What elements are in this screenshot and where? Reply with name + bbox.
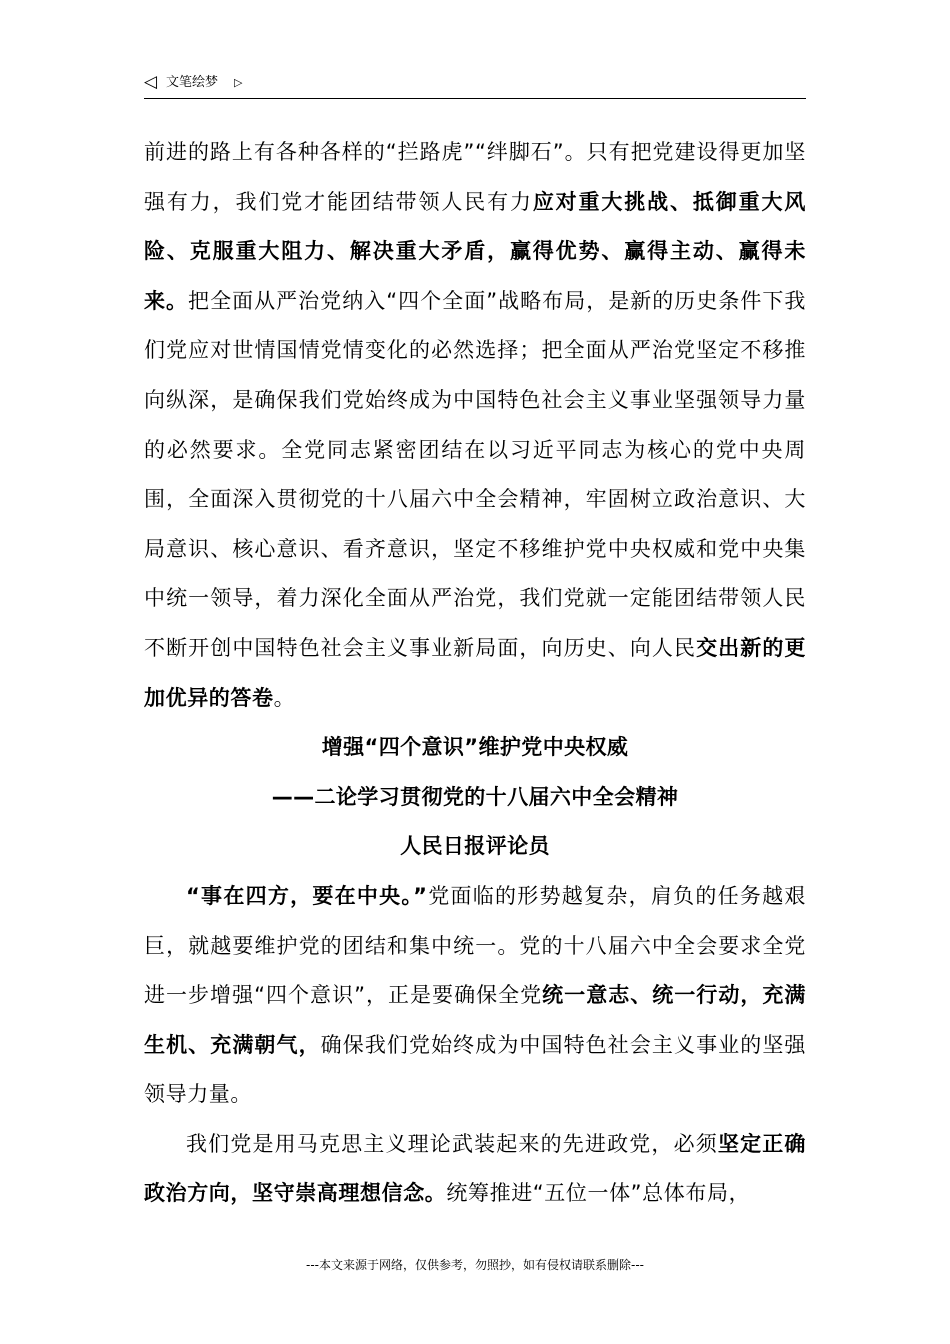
paragraph-2-text-1: 党面临的形势越复杂，肩负的任务越艰巨，就越要维护党的团结和集中统一。党的十八届六中全会要求全党进一步增强“四个意识”，正是要确保全党 (144, 883, 806, 1008)
paragraph-1 (144, 128, 806, 723)
page-footer: ---本文来源于网络，仅供参考，勿照抄，如有侵权请联系删除--- (306, 1258, 644, 1272)
article-subtitle: ——二论学习贯彻党的十八届六中全会精神 (271, 784, 679, 809)
paragraph-1-bold-1: 应对重大挑战、抵御重大风险、克服重大阻力、解决重大矛盾，赢得优势、赢得主动、赢得未来。 (144, 189, 806, 313)
paragraph-3-text-2: 统筹推进“五位一体”总体布局， (446, 1181, 751, 1206)
paragraph-2-bold-2: 统一意志、统一行动，充满生机、充满朝气， (144, 983, 806, 1057)
paragraph-3-text-1: 我们党是用马克思主义理论武装起来的先进政党，必须 (186, 1131, 718, 1156)
paragraph-3-bold-1: 坚定正确政治方向，坚守崇高理想信念。 (144, 1131, 806, 1206)
paragraph-1-bold-2: 交出新的更加优异的答卷 (144, 635, 807, 710)
page-header (144, 72, 806, 99)
paragraph-1-text-3: 。 (273, 685, 296, 710)
document-body (144, 128, 806, 1219)
paragraph-2 (144, 872, 806, 1120)
paragraph-1-text-1: 前进的路上有各种各样的“拦路虎”“绊脚石”。只有把党建设得更加坚强有力，我们党才能团结带领人民有力 (144, 140, 806, 214)
article-title: 增强“四个意识”维护党中央权威 (321, 735, 629, 760)
paragraph-1-text-2: 把全面从严治党纳入“四个全面”战略布局，是新的历史条件下我们党应对世情国情党情变化的必然选择；把全面从严治党坚定不移推向纵深，是确保我们党始终成为中国特色社会主义事业坚强领导力量的必然要求。全党同志紧密团结在以习近平同志为核心的党中央周围，全面深入贯彻党的十八届六中全会精神，牢固树立政治意识、大局意识、核心意识、看齐意识，坚定不移维护党中央权威和党中央集中统一领导，着力深化全面从严治党，我们党就一定能团结带领人民不断开创中国特色社会主义事业新局面，向历史、向人民 (144, 288, 807, 660)
triangle-right-icon: ▷ (234, 76, 243, 89)
article-author: 人民日报评论员 (400, 834, 550, 859)
paragraph-3 (144, 1120, 806, 1219)
paragraph-2-text-2: 确保我们党始终成为中国特色社会主义事业的坚强领导力量。 (144, 1032, 806, 1107)
triangle-left-icon: ◁ (144, 72, 158, 92)
header-brand: 文笔绘梦 (166, 75, 219, 90)
paragraph-2-bold-1: “事在四方，要在中央。” (186, 883, 428, 908)
